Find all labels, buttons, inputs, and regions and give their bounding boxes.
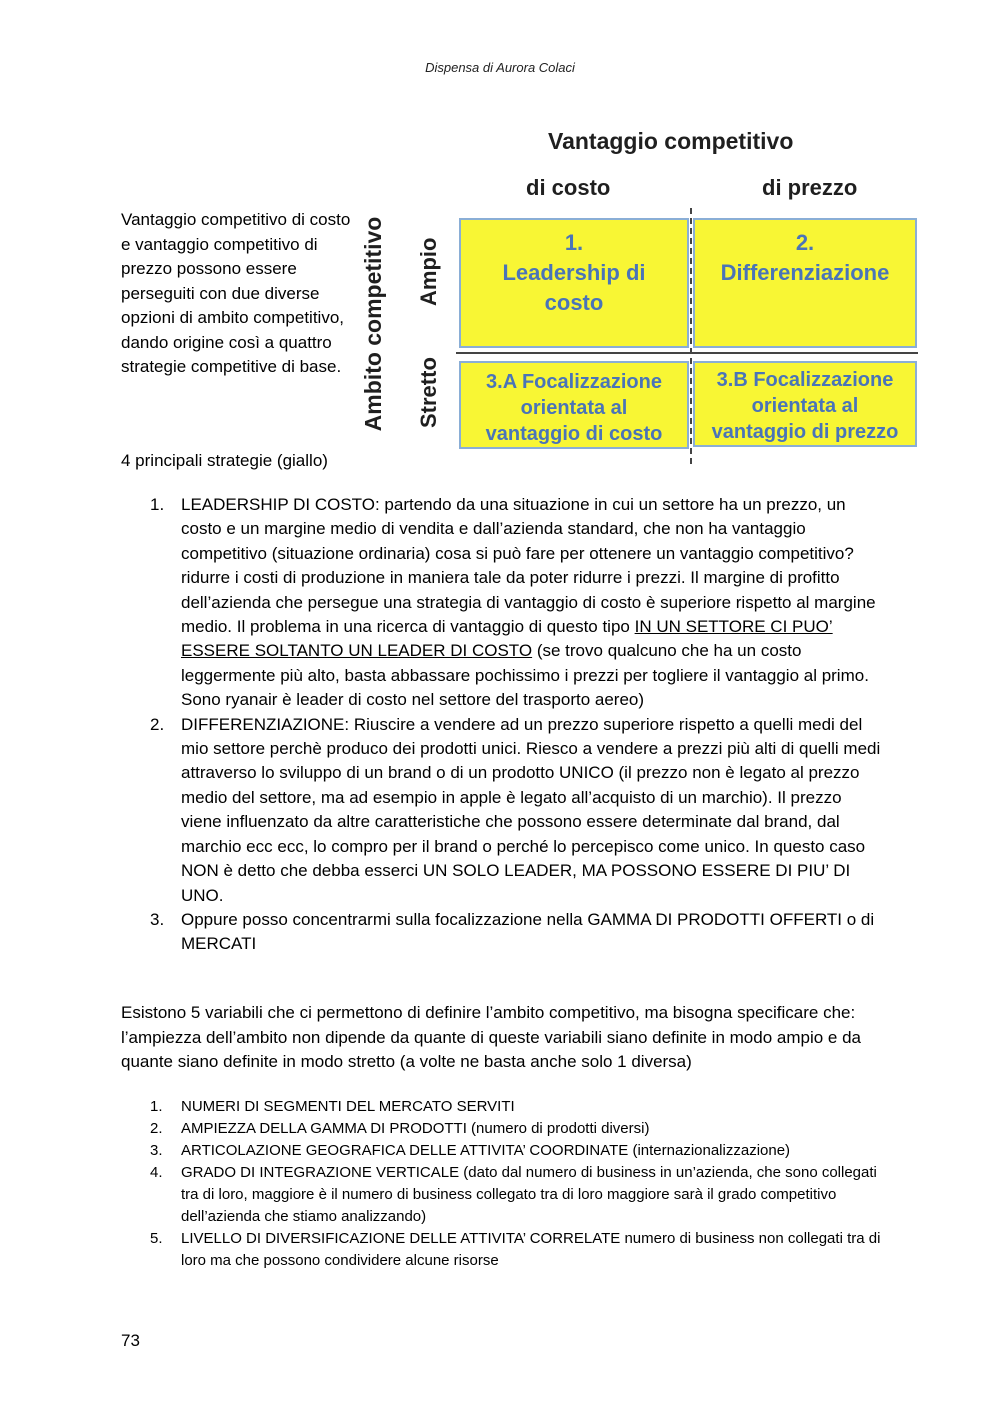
box3a-line3: vantaggio di costo	[485, 423, 663, 445]
list-number: 1.	[150, 1098, 163, 1115]
box1-line2: costo	[544, 290, 604, 315]
list-number: 1.	[150, 495, 165, 514]
list-text: Oppure posso concentrarmi sulla focalizzazione nella GAMMA DI PRODOTTI OFFERTI o di MERCATI	[181, 909, 875, 954]
box1-line1: Leadership di	[502, 260, 646, 285]
list-number: 3.	[150, 1142, 163, 1159]
list-item	[150, 1096, 885, 1118]
box3b-line1: 3.B Focalizzazione	[716, 369, 894, 391]
list-item	[150, 1118, 885, 1140]
list-text: DIFFERENZIAZIONE: Riuscire a vendere ad un prezzo superiore rispetto a quelli medi del mio settore perchè produco dei prodotti unici. Riesco a vendere a prezzi più alti di quelli medi attraverso lo sviluppo di un brand o di un prodotto UNICO (il prezzo non è legato al prezzo medio del settore, ma ad esempio in apple è legato all’acquisto di un marchio). Il prezzo viene influenzato da altre caratteristiche che possono essere determinate dal brand, dal marchio ecc ecc, lo compro per il brand o perché lo percepisco come unico. In questo caso NON è detto che debba esserci UN SOLO LEADER, MA POSSONO ESSERE DI PIU’ DI UNO.	[181, 714, 881, 905]
box-leadership-costo	[459, 218, 689, 348]
box3a-line2: orientata al	[520, 397, 628, 419]
row-axis-label: Ambito competitivo	[360, 216, 386, 432]
list-item	[150, 1228, 885, 1272]
list-number: 2.	[150, 1120, 163, 1137]
list-number: 3.	[150, 909, 165, 929]
column-label-prezzo: di prezzo	[762, 175, 858, 200]
column-label-costo: di costo	[526, 175, 611, 200]
list-text-b: (se trovo qualcuno che ha un costo leggermente più alto, basta abbassare pochissimo i prezzi per togliere il vantaggio al primo. Sono ryanair è leader di costo nel settore del trasporto aereo)	[181, 641, 869, 710]
list-number: 4.	[150, 1164, 163, 1181]
list-text: GRADO DI INTEGRAZIONE VERTICALE (dato dal numero di business in un’azienda, che sono collegati tra di loro, maggiore è il numero di business collegato tra di loro maggiore sarà il grado competitivo dell’azienda che stiamo analizzando)	[181, 1164, 877, 1225]
list-text: ARTICOLAZIONE GEOGRAFICA DELLE ATTIVITA’ COORDINATE (internazionalizzazione)	[181, 1142, 791, 1159]
list-number: 5.	[150, 1230, 163, 1247]
list-text: LIVELLO DI DIVERSIFICAZIONE DELLE ATTIVITA’ CORRELATE numero di business non collegati tra di loro ma che possono condividere alcune risorse	[181, 1230, 881, 1269]
box3b-line3: vantaggio di prezzo	[711, 421, 899, 443]
row-label-ampio: Ampio	[416, 237, 441, 306]
list-text-a: LEADERSHIP DI COSTO: partendo da una situazione in cui un settore ha un prezzo, un costo e un margine medio di vendita e dall’azienda standard, che non ha vantaggio competitivo (situazione ordinaria) cosa si può fare per ottenere un vantaggio competitivo? ridurre i costi di produzione in maniera tale da poter ridurre i prezzi. Il margine di profitto dell’azienda che persegue una strategia di vantaggio di costo è superiore rispetto al margine medio. Il problema in una ricerca di vantaggio di questo tipo	[181, 495, 876, 637]
list-item	[150, 713, 885, 908]
figure-title: Vantaggio competitivo	[548, 128, 794, 154]
box2-line1: Differenziazione	[720, 260, 890, 285]
list-text: NUMERI DI SEGMENTI DEL MERCATO SERVITI	[181, 1098, 515, 1115]
row-label-stretto: Stretto	[416, 357, 441, 428]
box-focalizzazione-costo	[459, 361, 689, 449]
vertical-dashed-divider	[690, 208, 692, 464]
box1-number: 1.	[564, 230, 584, 255]
list-item	[150, 1140, 885, 1162]
box3b-line2: orientata al	[751, 395, 859, 417]
strategies-list	[150, 493, 885, 957]
page-number: 73	[121, 1331, 140, 1350]
page-header: Dispensa di Aurora Colaci	[425, 60, 575, 75]
variables-paragraph: Esistono 5 variabili che ci permettono di definire l’ambito competitivo, ma bisogna specificare che: l’ampiezza dell’ambito non dipende da quante di queste variabili siano definite in modo ampio e da quante siano definite in modo stretto (a volte ne basta anche solo 1 diversa)	[121, 1003, 861, 1071]
intro-paragraph: Vantaggio competitivo di costo e vantaggio competitivo di prezzo possono essere perseguiti con due diverse opzioni di ambito competitivo, dando origine così a quattro strategie competitive di base.	[121, 210, 351, 376]
underlined-text: IN UN SETTORE CI PUO’ ESSERE SOLTANTO UN LEADER DI COSTO	[181, 617, 833, 661]
list-item	[150, 493, 885, 713]
variables-list	[150, 1096, 885, 1272]
list-item	[150, 1162, 885, 1228]
list-text: AMPIEZZA DELLA GAMMA DI PRODOTTI (numero di prodotti diversi)	[181, 1120, 650, 1137]
list-number: 2.	[150, 714, 165, 734]
box-differenziazione	[693, 218, 917, 348]
horizontal-divider	[456, 352, 918, 354]
list-item	[150, 908, 885, 957]
strategie-label: 4 principali strategie (giallo)	[121, 451, 328, 470]
box-focalizzazione-prezzo	[693, 361, 917, 447]
box2-number: 2.	[795, 230, 815, 255]
box3a-line1: 3.A Focalizzazione	[486, 371, 662, 393]
